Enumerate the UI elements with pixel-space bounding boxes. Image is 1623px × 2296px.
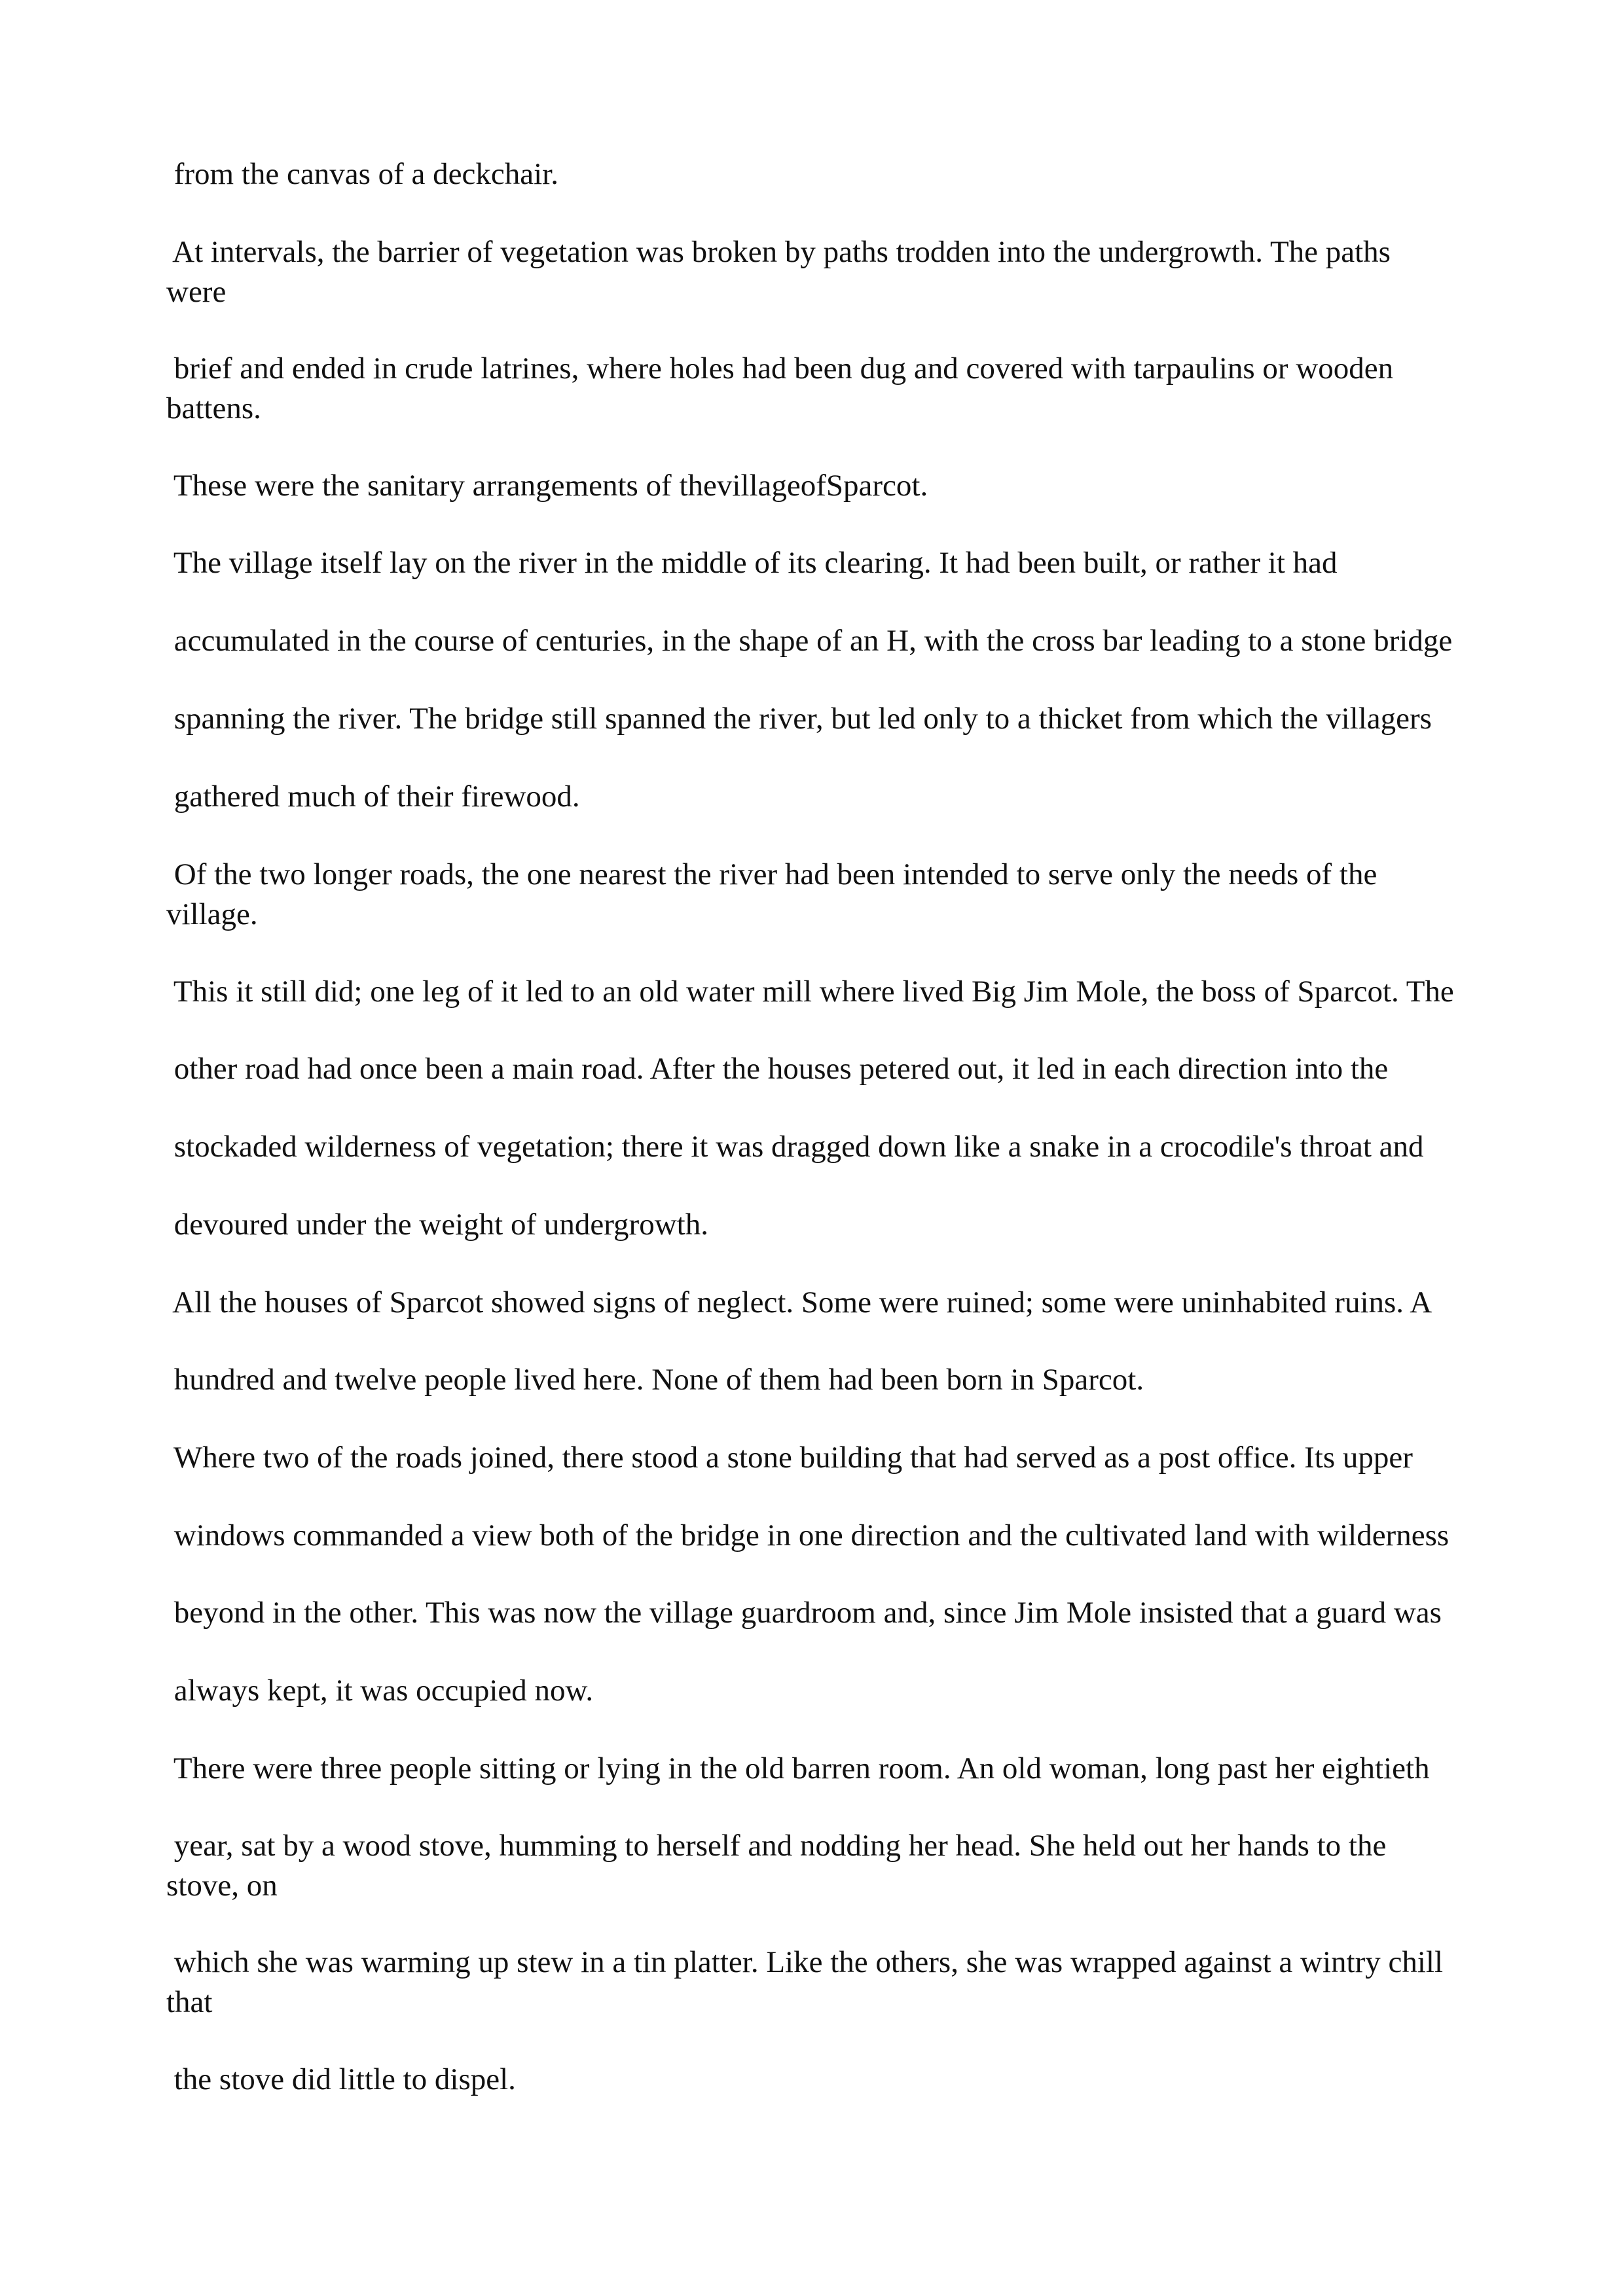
text-line: that: [166, 1985, 213, 2019]
text-line: hundred and twelve people lived here. None of them had been born in Sparcot.: [166, 1363, 1144, 1397]
text-line: All the houses of Sparcot showed signs of neglect. Some were ruined; some were uninhabited ruins. A: [166, 1285, 1432, 1319]
text-line: Of the two longer roads, the one nearest the river had been intended to serve only the needs of the: [166, 857, 1377, 891]
text-line: There were three people sitting or lying in the old barren room. An old woman, long past her eightieth: [166, 1751, 1430, 1785]
text-line: were: [166, 275, 227, 309]
text-line: stockaded wilderness of vegetation; there it was dragged down like a snake in a crocodile's throat and: [166, 1130, 1424, 1164]
text-line: village.: [166, 897, 258, 931]
text-line: This it still did; one leg of it led to an old water mill where lived Big Jim Mole, the boss of Sparcot. The: [166, 975, 1454, 1009]
text-line: battens.: [166, 391, 261, 425]
text-line: which she was warming up stew in a tin platter. Like the others, she was wrapped against a wintry chill: [166, 1945, 1444, 1979]
text-line: brief and ended in crude latrines, where holes had been dug and covered with tarpaulins or wooden: [166, 351, 1394, 386]
text-line: These were the sanitary arrangements of thevillageofSparcot.: [166, 469, 928, 503]
text-line: other road had once been a main road. After the houses petered out, it led in each direction into the: [166, 1052, 1389, 1086]
text-line: stove, on: [166, 1869, 278, 1903]
text-line: year, sat by a wood stove, humming to herself and nodding her head. She held out her hands to the: [166, 1829, 1387, 1863]
text-line: always kept, it was occupied now.: [166, 1674, 594, 1708]
text-line: The village itself lay on the river in the middle of its clearing. It had been built, or rather it had: [166, 546, 1338, 580]
text-line: gathered much of their firewood.: [166, 780, 580, 814]
text-line: At intervals, the barrier of vegetation was broken by paths trodden into the undergrowth. The paths: [166, 235, 1391, 269]
text-line: spanning the river. The bridge still spanned the river, but led only to a thicket from which the villagers: [166, 702, 1432, 736]
text-line: devoured under the weight of undergrowth.: [166, 1208, 708, 1242]
text-line: windows commanded a view both of the bridge in one direction and the cultivated land with wilderness: [166, 1518, 1450, 1552]
text-line: from the canvas of a deckchair.: [166, 157, 558, 191]
text-line: the stove did little to dispel.: [166, 2062, 516, 2096]
text-line: accumulated in the course of centuries, in the shape of an H, with the cross bar leading to a stone bridge: [166, 624, 1453, 658]
text-line: beyond in the other. This was now the village guardroom and, since Jim Mole insisted that a guard was: [166, 1596, 1442, 1630]
text-line: Where two of the roads joined, there stood a stone building that had served as a post office. Its upper: [166, 1441, 1413, 1475]
